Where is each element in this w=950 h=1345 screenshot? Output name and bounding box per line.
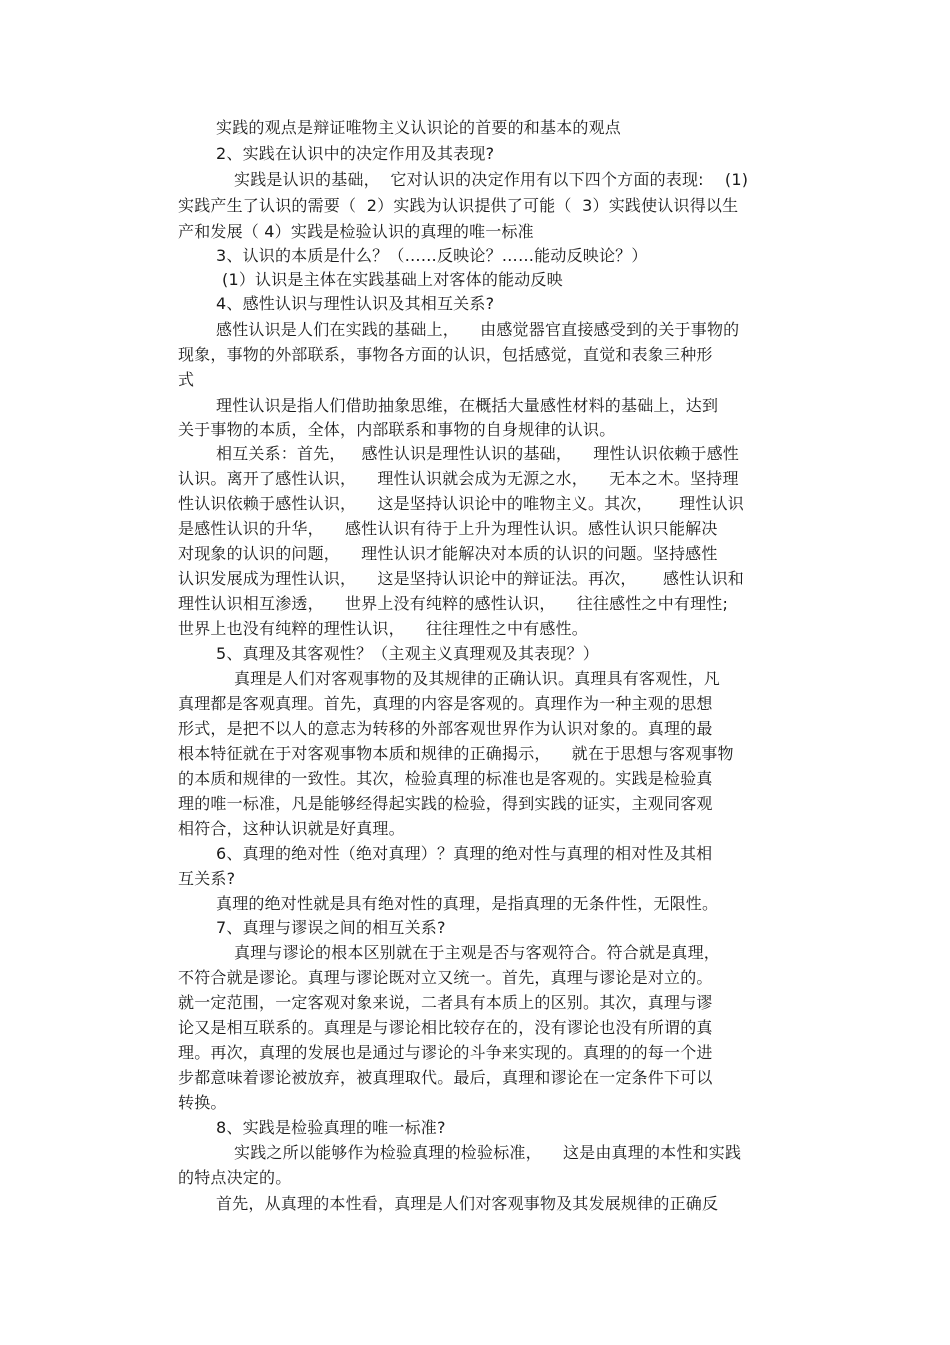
question-heading: 4、感性认识与理性认识及其相互关系?: [216, 294, 495, 313]
text-line: 实践的观点是辩证唯物主义认识论的首要的和基本的观点: [216, 118, 622, 137]
text-line: 真理与谬论的根本区别就在于主观是否与客观符合。符合就是真理，: [234, 943, 721, 962]
text-line: 论又是相互联系的。真理是与谬论相比较存在的，没有谬论也没有所谓的真: [178, 1018, 713, 1037]
text-line: 式: [178, 370, 195, 389]
text-line: 理性认识是指人们借助抽象思维，在概括大量感性材料的基础上，达到: [216, 396, 719, 415]
text-line: 理性认识相互渗透， 世界上没有纯粹的感性认识， 往往感性之中有理性;: [178, 594, 729, 613]
question-heading: 3、认识的本质是什么？（……反映论？……能动反映论？）: [216, 246, 648, 265]
text-line: 认识。离开了感性认识， 理性认识就会成为无源之水， 无本之木。坚持理: [178, 469, 739, 488]
text-line: 实践产生了认识的需要（ 2）实践为认识提供了可能（ 3）实践使认识得以生: [178, 196, 739, 215]
text-line: 现象，事物的外部联系，事物各方面的认识，包括感觉，直觉和表象三种形: [178, 345, 713, 364]
text-line: 相互关系：首先， 感性认识是理性认识的基础， 理性认识依赖于感性: [216, 444, 740, 463]
question-heading: 互关系?: [178, 869, 236, 888]
text-line: 转换。: [178, 1093, 227, 1112]
question-heading: 8、实践是检验真理的唯一标准?: [216, 1118, 446, 1137]
text-line: 实践是认识的基础， 它对认识的决定作用有以下四个方面的表现: (1): [234, 170, 749, 189]
text-line: 感性认识是人们在实践的基础上， 由感觉器官直接感受到的关于事物的: [216, 320, 740, 339]
text-line: 的本质和规律的一致性。其次，检验真理的标准也是客观的。实践是检验真: [178, 769, 713, 788]
text-line: 世界上也没有纯粹的理性认识， 往往理性之中有感性。: [178, 619, 588, 638]
text-line: 首先，从真理的本性看，真理是人们对客观事物及其发展规律的正确反: [216, 1194, 719, 1213]
text-line: 相符合，这种认识就是好真理。: [178, 819, 405, 838]
text-line: 不符合就是谬论。真理与谬论既对立又统一。首先，真理与谬论是对立的。: [178, 968, 713, 987]
text-line: 理的唯一标准，凡是能够经得起实践的检验，得到实践的证实，主观同客观: [178, 794, 713, 813]
text-line: 真理的绝对性就是具有绝对性的真理，是指真理的无条件性，无限性。: [216, 894, 719, 913]
question-heading: 6、真理的绝对性（绝对真理）？真理的绝对性与真理的相对性及其相: [216, 844, 713, 863]
text-line: 真理都是客观真理。首先，真理的内容是客观的。真理作为一种主观的思想: [178, 694, 713, 713]
text-line: 就一定范围，一定客观对象来说，二者具有本质上的区别。其次，真理与谬: [178, 993, 713, 1012]
question-heading: 5、真理及其客观性？（主观主义真理观及其表现？）: [216, 644, 599, 663]
text-line: 理。再次，真理的发展也是通过与谬论的斗争来实现的。真理的的每一个进: [178, 1043, 713, 1062]
text-line: 实践之所以能够作为检验真理的检验标准， 这是由真理的本性和实践: [234, 1143, 742, 1162]
text-line: (1）认识是主体在实践基础上对客体的能动反映: [222, 270, 563, 289]
text-line: 关于事物的本质，全体，内部联系和事物的自身规律的认识。: [178, 420, 616, 439]
question-heading: 7、真理与谬误之间的相互关系?: [216, 918, 446, 937]
text-line: 形式，是把不以人的意志为转移的外部客观世界作为认识对象的。真理的最: [178, 719, 713, 738]
text-line: 产和发展（ 4）实践是检验认识的真理的唯一标准: [178, 222, 534, 241]
text-line: 认识发展成为理性认识， 这是坚持认识论中的辩证法。再次， 感性认识和: [178, 569, 744, 588]
text-line: 性认识依赖于感性认识， 这是坚持认识论中的唯物主义。其次， 理性认识: [178, 494, 744, 513]
text-line: 是感性认识的升华， 感性认识有待于上升为理性认识。感性认识只能解决: [178, 519, 718, 538]
text-line: 的特点决定的。: [178, 1168, 292, 1187]
text-line: 真理是人们对客观事物的及其规律的正确认识。真理具有客观性，凡: [234, 669, 721, 688]
question-heading: 2、实践在认识中的决定作用及其表现?: [216, 144, 495, 163]
text-line: 步都意味着谬论被放弃，被真理取代。最后，真理和谬论在一定条件下可以: [178, 1068, 713, 1087]
text-line: 对现象的认识的问题， 理性认识才能解决对本质的认识的问题。坚持感性: [178, 544, 718, 563]
text-line: 根本特征就在于对客观事物本质和规律的正确揭示， 就在于思想与客观事物: [178, 744, 734, 763]
